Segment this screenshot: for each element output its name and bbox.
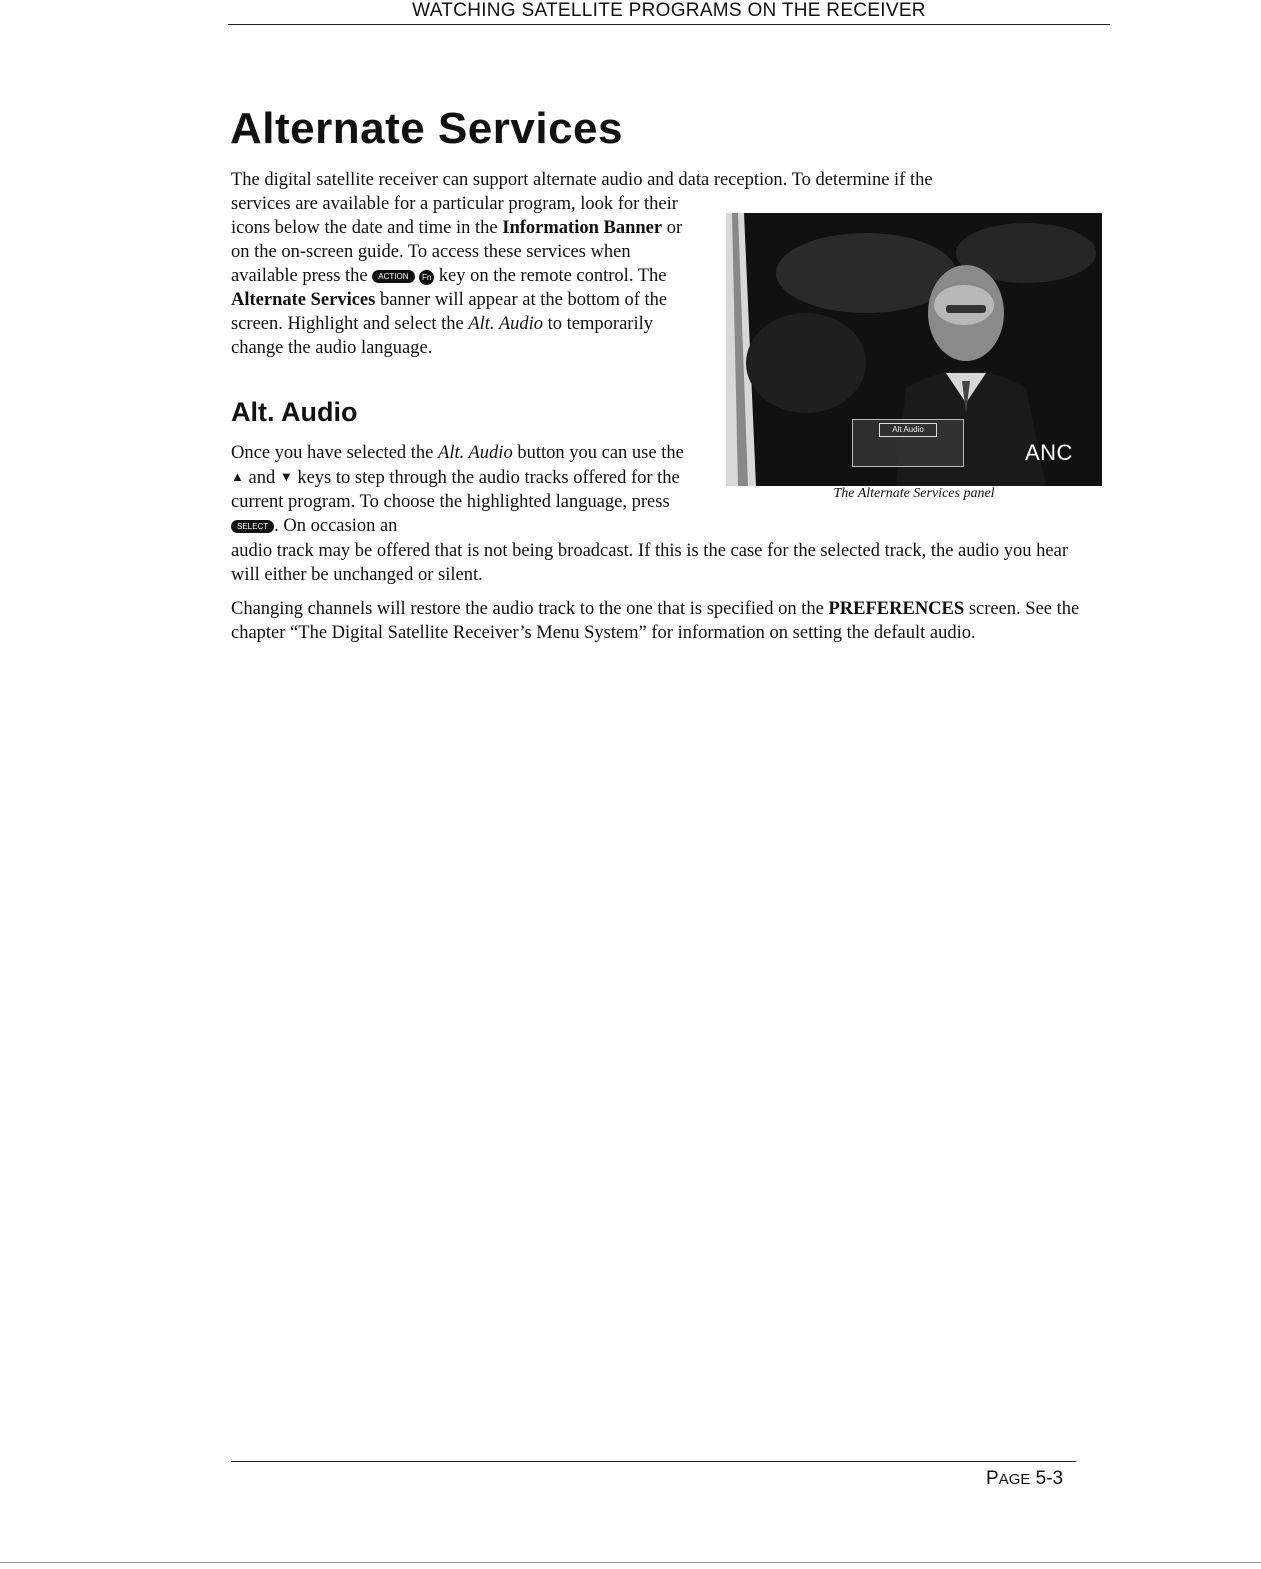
select-key-icon: SELECT bbox=[231, 520, 274, 533]
footer-rule bbox=[231, 1461, 1076, 1462]
figure-caption: The Alternate Services panel bbox=[833, 486, 995, 501]
alt-audio-banner-button: Alt Audio bbox=[879, 423, 937, 437]
page-label-rest: AGE bbox=[998, 1471, 1031, 1488]
network-logo: ANC bbox=[1025, 440, 1073, 465]
alt-audio-paragraph bbox=[231, 441, 701, 538]
para3-text-1: Changing channels will restore the audio track to the one that is specified on the bbox=[231, 599, 829, 619]
intro-text-2: or on the on-screen guide. To access these services when available press the bbox=[231, 218, 683, 286]
page-number bbox=[986, 1468, 1063, 1490]
action-key-icon: ACTION bbox=[372, 270, 414, 283]
down-arrow-icon: ▼ bbox=[279, 469, 293, 484]
alt-audio-text-4: keys to step through the audio tracks offered for the current program. To choose the highlighted language, press bbox=[231, 468, 680, 512]
intro-text-5: to temporarily change the audio language. bbox=[231, 314, 653, 358]
page-title: Alternate Services bbox=[230, 104, 623, 153]
up-arrow-icon: ▲ bbox=[231, 469, 244, 484]
intro-paragraph bbox=[231, 192, 701, 360]
alt-audio-term-2: Alt. Audio bbox=[438, 443, 513, 463]
section-heading: Alt. Audio bbox=[231, 397, 358, 427]
alt-audio-text-3: and bbox=[243, 468, 280, 488]
alternate-services-banner bbox=[852, 419, 964, 467]
alt-audio-continuation: audio track may be offered that is not being broadcast. If this is the case for the selected track, the audio you hear will either be unchanged or silent. bbox=[231, 541, 1068, 585]
alt-audio-text-2: button you can use the bbox=[512, 443, 684, 463]
alternate-services-term: Alternate Services bbox=[231, 290, 376, 310]
intro-first-line: The digital satellite receiver can support alternate audio and data reception. To determine if the bbox=[231, 170, 933, 190]
fn-key-icon: Fn bbox=[419, 270, 434, 285]
running-head: WATCHING SATELLITE PROGRAMS ON THE RECEIVER bbox=[228, 0, 1110, 25]
alt-audio-term: Alt. Audio bbox=[468, 314, 544, 334]
preferences-paragraph bbox=[231, 597, 1101, 645]
scan-edge-rule bbox=[0, 1562, 1261, 1563]
preferences-term: PREFERENCES bbox=[828, 599, 965, 619]
alternate-services-screenshot bbox=[726, 213, 1102, 486]
page-number-value: 5-3 bbox=[1035, 1468, 1064, 1489]
intro-text-3: key on the remote control. The bbox=[434, 266, 667, 286]
intro-text-1: services are available for a particular program, look for their icons below the date and time in the bbox=[231, 194, 678, 238]
information-banner-term: Information Banner bbox=[502, 218, 663, 238]
page-label-initial: P bbox=[986, 1468, 999, 1489]
para3-text-2: screen. See the chapter “The Digital Satellite Receiver’s Menu System” for information on setting the default audio. bbox=[231, 599, 1080, 643]
intro-text-4: banner will appear at the bottom of the screen. Highlight and select the bbox=[231, 290, 668, 334]
alt-audio-text-5: . On occasion an bbox=[274, 516, 398, 536]
alt-audio-text-1: Once you have selected the bbox=[231, 443, 439, 463]
